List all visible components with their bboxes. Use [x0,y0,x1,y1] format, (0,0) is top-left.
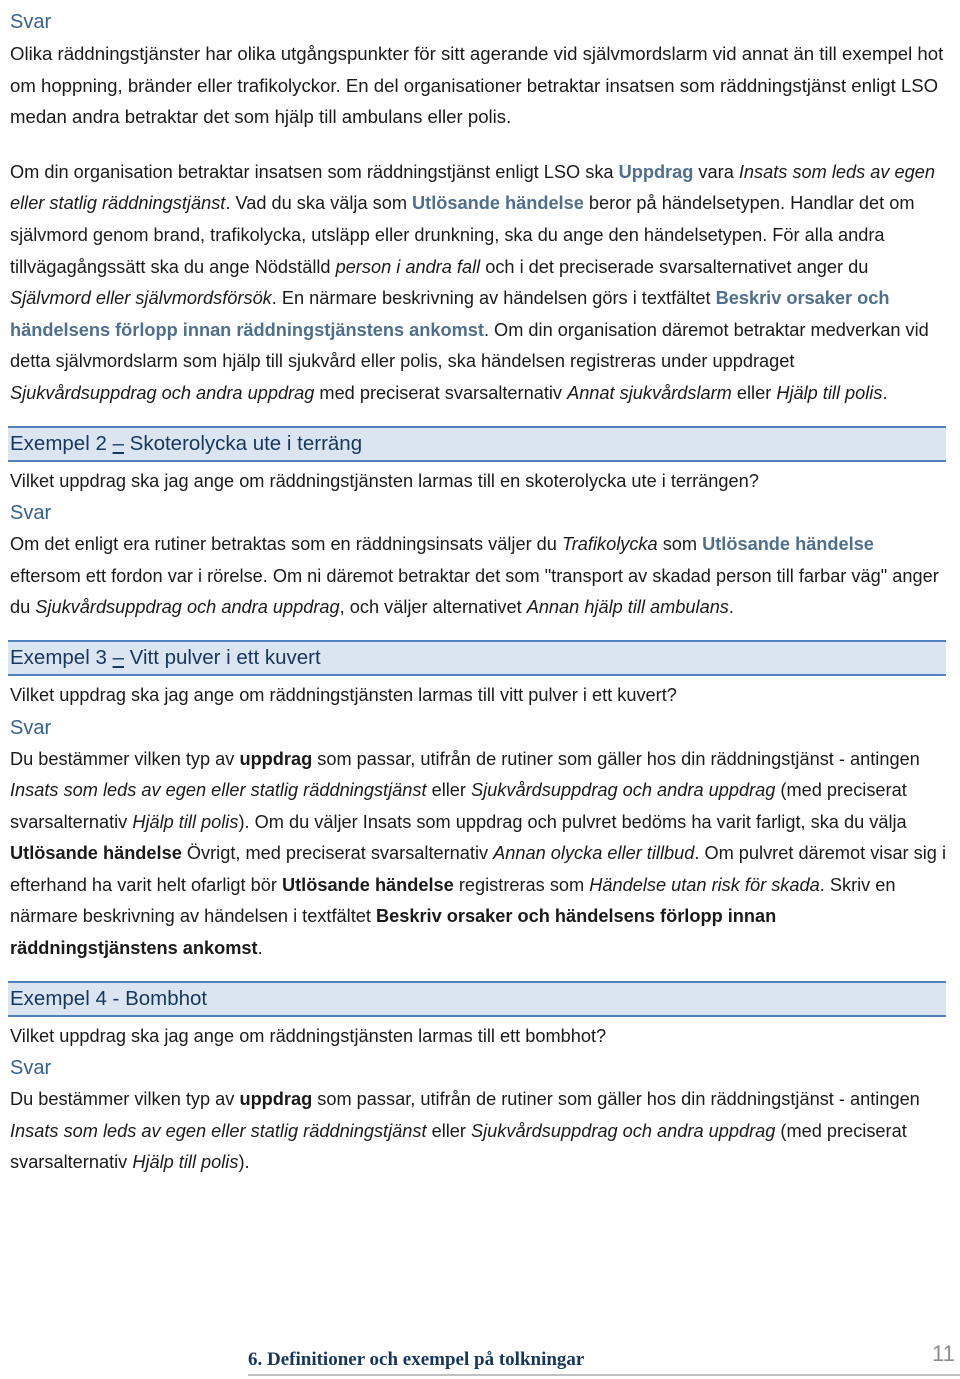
text-run: Hjälp till polis [132,1152,239,1173]
heading-dash: – [112,431,124,455]
text-run: person i andra fall [335,256,481,277]
example-3-svar-label: Svar [10,716,52,739]
text-run: Uppdrag [618,161,694,182]
text-run: Hjälp till polis [132,811,239,832]
text-run: Trafikolycka [561,534,658,555]
text-run: ). Om du väljer Insats som uppdrag och pulvret bedöms ha varit farligt, ska du välja [238,811,907,832]
text-run: . [728,597,734,618]
text-run: Annan olycka eller tillbud [493,843,695,864]
document-page [10,6,946,1179]
text-run: Beskriv orsaker och händelsens förlopp innan räddningstjänstens ankomst [10,906,777,959]
spacer [10,133,946,157]
text-run: eller [426,780,472,801]
text-run: Sjukvårdsuppdrag och andra uppdrag [471,780,776,801]
text-run: Om din organisation betraktar insatsen som räddningstjänst enligt LSO ska [10,161,619,182]
text-run: Annat sjukvårdslarm [567,382,732,403]
page-number: 11 [932,1341,955,1366]
text-run: Insats som leds av egen eller statlig räddningstjänst [10,161,936,214]
text-run: Övrigt, med preciserat svarsalternativ [181,843,494,864]
intro-svar-label: Svar [10,11,52,33]
example-4-question: Vilket uppdrag ska jag ange om räddningstjänsten larmas till ett bombhot? [10,1025,607,1046]
text-run: Utlösande händelse [702,534,874,555]
heading-text: Exempel 2 [10,431,113,455]
text-run: uppdrag [239,748,313,769]
text-run: beror på händelsetypen. Handlar det om självmord genom brand, trafikolycka, utsläpp eller drunkning, ska du ange den händelsetypen. För alla andra tillvägagångssätt ska du ange Nödställd [10,193,915,277]
text-run: registreras som [453,874,590,895]
text-run: . Skriv en närmare beskrivning av händelsen i textfältet [10,874,896,927]
heading-dash: – [112,645,124,669]
text-run: och i det preciserade svarsalternativet anger du [480,256,869,277]
text-run: Utlösande händelse [412,193,584,214]
example-4-svar-label: Svar [10,1057,52,1080]
example-3-answer [10,744,946,965]
text-run: . En närmare beskrivning av händelsen görs i textfältet [271,288,716,309]
text-run: . Vad du ska välja som [225,193,413,214]
text-run: (med preciserat svarsalternativ [10,780,907,832]
text-run: . [257,938,263,959]
text-run: Utlösande händelse [281,874,454,895]
example-4-heading: Exempel 4 - Bombhot [8,981,946,1017]
text-run: som passar, utifrån de rutiner som gäller hos din räddningstjänst - antingen [312,748,920,769]
text-run: eftersom ett fordon var i rörelse. Om ni däremot betraktar det som "transport av skadad person till farbar väg" anger du [10,565,939,618]
footer-chapter-title: 6. Definitioner och exempel på tolkningar [248,1349,585,1370]
text-run: , och väljer alternativet [339,597,527,618]
text-run: Hjälp till polis [776,382,883,403]
text-run: med preciserat svarsalternativ [314,382,568,403]
example-2-question: Vilket uppdrag ska jag ange om räddningstjänsten larmas till en skoterolycka ute i terrängen? [10,470,759,491]
intro-paragraph-1: Olika räddningstjänster har olika utgångspunkter för sitt agerande vid självmordslarm vid annat än till exempel hot om hoppning, bränder eller trafikolyckor. En del organisationer betraktar insatsen som räddningstjänst enligt LSO medan andra betraktar det som hjälp till ambulans eller polis. [10,43,944,128]
text-run: Självmord eller självmordsförsök [10,288,272,309]
example-3-question: Vilket uppdrag ska jag ange om räddningstjänsten larmas till vitt pulver i ett kuvert? [10,684,677,705]
text-run: . Om pulvret däremot visar sig i efterhand ha varit helt ofarligt bör [10,843,947,895]
text-run: eller [426,1120,472,1141]
text-run: uppdrag [239,1089,313,1110]
heading-text: Exempel 3 [10,645,113,669]
text-run: Händelse utan risk för skada [589,874,820,895]
text-run: Sjukvårdsuppdrag och andra uppdrag [35,597,340,618]
text-run: . [882,382,888,403]
text-run: Utlösande händelse [10,843,182,864]
example-2-answer [10,529,946,624]
text-run: som passar, utifrån de rutiner som gäller hos din räddningstjänst - antingen [312,1089,920,1110]
text-run: ). [238,1152,250,1173]
text-run: Du bestämmer vilken typ av [10,748,240,769]
text-run: Sjukvårdsuppdrag och andra uppdrag [10,382,315,403]
text-run: Insats som leds av egen eller statlig räddningstjänst [10,780,427,801]
text-run: Sjukvårdsuppdrag och andra uppdrag [471,1120,776,1141]
text-run: (med preciserat svarsalternativ [10,1120,907,1173]
text-run: Du bestämmer vilken typ av [10,1089,240,1110]
heading-text: Skoterolycka ute i terräng [123,431,363,455]
text-run: Beskriv orsaker och händelsens förlopp innan räddningstjänstens ankomst [10,288,890,340]
example-2-svar-label: Svar [10,502,52,525]
text-run: som [657,534,703,555]
example-3-heading [8,640,946,676]
example-4-answer [10,1084,946,1179]
footer-divider [248,1374,960,1376]
intro-paragraph-2 [10,157,946,410]
text-run: Om det enligt era rutiner betraktas som en räddningsinsats väljer du [10,534,562,555]
example-2-heading [8,426,946,462]
text-run: eller [731,382,777,403]
text-run: . Om din organisation däremot betraktar medverkan vid detta självmordslarm som hjälp till sjukvård eller polis, ska händelsen registreras under uppdraget [10,319,929,372]
text-run: Annan hjälp till ambulans [526,597,729,618]
heading-text: Vitt pulver i ett kuvert [123,645,321,669]
text-run: vara [693,161,739,182]
text-run: Insats som leds av egen eller statlig räddningstjänst [10,1120,427,1141]
